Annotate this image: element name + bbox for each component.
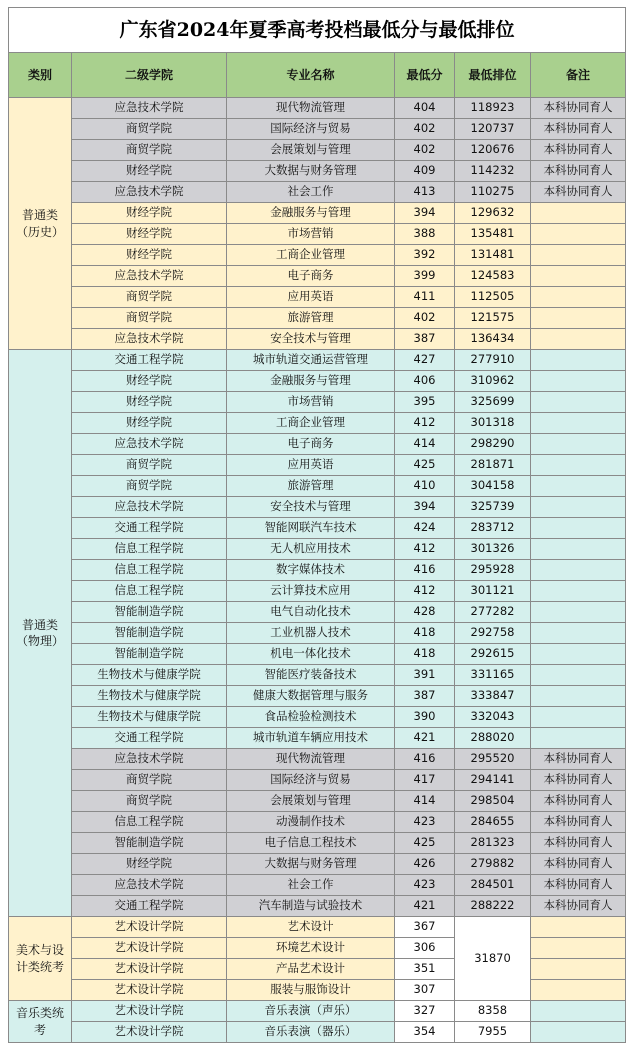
note-cell — [531, 266, 626, 287]
college-cell: 应急技术学院 — [72, 497, 227, 518]
note-cell — [531, 980, 626, 1001]
college-cell: 商贸学院 — [72, 119, 227, 140]
college-cell: 应急技术学院 — [72, 98, 227, 119]
note-cell: 本科协同育人 — [531, 749, 626, 770]
major-cell: 工商企业管理 — [227, 413, 395, 434]
college-cell: 商贸学院 — [72, 791, 227, 812]
major-cell: 现代物流管理 — [227, 749, 395, 770]
min-rank-cell: 136434 — [455, 329, 531, 350]
min-rank-cell: 331165 — [455, 665, 531, 686]
min-score-cell: 425 — [395, 455, 455, 476]
min-score-cell: 421 — [395, 896, 455, 917]
min-score-cell: 414 — [395, 434, 455, 455]
note-cell: 本科协同育人 — [531, 791, 626, 812]
min-rank-cell: 325699 — [455, 392, 531, 413]
note-cell: 本科协同育人 — [531, 770, 626, 791]
table-row — [9, 434, 626, 455]
min-rank-cell: 292615 — [455, 644, 531, 665]
table-row — [9, 161, 626, 182]
table-row — [9, 602, 626, 623]
min-rank-cell: 8358 — [455, 1001, 531, 1022]
college-cell: 财经学院 — [72, 224, 227, 245]
major-cell: 旅游管理 — [227, 308, 395, 329]
college-cell: 商贸学院 — [72, 455, 227, 476]
college-cell: 信息工程学院 — [72, 560, 227, 581]
college-cell: 艺术设计学院 — [72, 938, 227, 959]
major-cell: 音乐表演（声乐） — [227, 1001, 395, 1022]
min-rank-cell: 31870 — [455, 917, 531, 1001]
college-cell: 生物技术与健康学院 — [72, 707, 227, 728]
table-row — [9, 644, 626, 665]
major-cell: 无人机应用技术 — [227, 539, 395, 560]
min-score-cell: 391 — [395, 665, 455, 686]
table-row — [9, 791, 626, 812]
admission-score-table — [8, 7, 626, 1043]
table-row — [9, 623, 626, 644]
major-cell: 应用英语 — [227, 287, 395, 308]
category-music: 音乐类统 考 — [9, 1001, 72, 1043]
min-score-cell: 409 — [395, 161, 455, 182]
min-score-cell: 425 — [395, 833, 455, 854]
major-cell: 大数据与财务管理 — [227, 854, 395, 875]
min-score-cell: 418 — [395, 644, 455, 665]
major-cell: 金融服务与管理 — [227, 203, 395, 224]
min-rank-cell: 333847 — [455, 686, 531, 707]
min-score-cell: 416 — [395, 560, 455, 581]
min-score-cell: 423 — [395, 875, 455, 896]
table-row — [9, 203, 626, 224]
min-rank-cell: 129632 — [455, 203, 531, 224]
note-cell: 本科协同育人 — [531, 119, 626, 140]
table-row — [9, 875, 626, 896]
note-cell: 本科协同育人 — [531, 812, 626, 833]
table-row — [9, 308, 626, 329]
min-rank-cell: 298504 — [455, 791, 531, 812]
table-row — [9, 896, 626, 917]
note-cell — [531, 434, 626, 455]
min-score-cell: 418 — [395, 623, 455, 644]
note-cell — [531, 308, 626, 329]
min-rank-cell: 279882 — [455, 854, 531, 875]
min-score-cell: 428 — [395, 602, 455, 623]
note-cell — [531, 1022, 626, 1043]
note-cell — [531, 938, 626, 959]
table-row — [9, 119, 626, 140]
note-cell — [531, 623, 626, 644]
min-rank-cell: 121575 — [455, 308, 531, 329]
major-cell: 工业机器人技术 — [227, 623, 395, 644]
college-cell: 艺术设计学院 — [72, 1022, 227, 1043]
min-score-cell: 412 — [395, 413, 455, 434]
major-cell: 会展策划与管理 — [227, 140, 395, 161]
table-row — [9, 938, 626, 959]
major-cell: 电子信息工程技术 — [227, 833, 395, 854]
min-score-cell: 306 — [395, 938, 455, 959]
major-cell: 健康大数据管理与服务 — [227, 686, 395, 707]
college-cell: 艺术设计学院 — [72, 1001, 227, 1022]
min-rank-cell: 295928 — [455, 560, 531, 581]
college-cell: 信息工程学院 — [72, 539, 227, 560]
note-cell — [531, 413, 626, 434]
min-score-cell: 402 — [395, 140, 455, 161]
table-row — [9, 497, 626, 518]
min-score-cell: 412 — [395, 539, 455, 560]
college-cell: 商贸学院 — [72, 140, 227, 161]
note-cell: 本科协同育人 — [531, 140, 626, 161]
major-cell: 动漫制作技术 — [227, 812, 395, 833]
note-cell — [531, 539, 626, 560]
major-cell: 国际经济与贸易 — [227, 770, 395, 791]
major-cell: 电子商务 — [227, 266, 395, 287]
min-score-cell: 406 — [395, 371, 455, 392]
min-rank-cell: 292758 — [455, 623, 531, 644]
note-cell: 本科协同育人 — [531, 833, 626, 854]
min-rank-cell: 124583 — [455, 266, 531, 287]
min-rank-cell: 304158 — [455, 476, 531, 497]
table-row — [9, 224, 626, 245]
min-rank-cell: 332043 — [455, 707, 531, 728]
note-cell — [531, 959, 626, 980]
major-cell: 产品艺术设计 — [227, 959, 395, 980]
college-cell: 应急技术学院 — [72, 329, 227, 350]
major-cell: 城市轨道交通运营管理 — [227, 350, 395, 371]
college-cell: 财经学院 — [72, 854, 227, 875]
min-rank-cell: 131481 — [455, 245, 531, 266]
college-cell: 应急技术学院 — [72, 266, 227, 287]
table-row — [9, 182, 626, 203]
college-cell: 商贸学院 — [72, 770, 227, 791]
header-min-score: 最低分 — [395, 53, 455, 98]
major-cell: 机电一体化技术 — [227, 644, 395, 665]
min-score-cell: 392 — [395, 245, 455, 266]
category-physics: 普通类 （物理） — [9, 350, 72, 917]
note-cell — [531, 728, 626, 749]
note-cell — [531, 560, 626, 581]
min-score-cell: 423 — [395, 812, 455, 833]
table-row — [9, 707, 626, 728]
college-cell: 智能制造学院 — [72, 623, 227, 644]
note-cell — [531, 392, 626, 413]
major-cell: 旅游管理 — [227, 476, 395, 497]
min-rank-cell: 281871 — [455, 455, 531, 476]
min-rank-cell: 283712 — [455, 518, 531, 539]
min-score-cell: 399 — [395, 266, 455, 287]
major-cell: 电气自动化技术 — [227, 602, 395, 623]
college-cell: 应急技术学院 — [72, 749, 227, 770]
table-row — [9, 350, 626, 371]
min-score-cell: 417 — [395, 770, 455, 791]
major-cell: 音乐表演（器乐） — [227, 1022, 395, 1043]
note-cell — [531, 350, 626, 371]
table-row — [9, 728, 626, 749]
college-cell: 艺术设计学院 — [72, 959, 227, 980]
table-row — [9, 665, 626, 686]
table-row — [9, 413, 626, 434]
table-row — [9, 980, 626, 1001]
college-cell: 生物技术与健康学院 — [72, 665, 227, 686]
note-cell: 本科协同育人 — [531, 182, 626, 203]
major-cell: 智能网联汽车技术 — [227, 518, 395, 539]
college-cell: 应急技术学院 — [72, 875, 227, 896]
note-cell — [531, 455, 626, 476]
college-cell: 商贸学院 — [72, 308, 227, 329]
college-cell: 财经学院 — [72, 392, 227, 413]
table-row — [9, 518, 626, 539]
table-row — [9, 1022, 626, 1043]
college-cell: 应急技术学院 — [72, 434, 227, 455]
min-score-cell: 387 — [395, 329, 455, 350]
min-rank-cell: 284655 — [455, 812, 531, 833]
note-cell — [531, 602, 626, 623]
note-cell — [531, 1001, 626, 1022]
min-rank-cell: 7955 — [455, 1022, 531, 1043]
min-score-cell: 412 — [395, 581, 455, 602]
note-cell — [531, 686, 626, 707]
min-score-cell: 424 — [395, 518, 455, 539]
header-category: 类别 — [9, 53, 72, 98]
note-cell — [531, 476, 626, 497]
note-cell — [531, 203, 626, 224]
table-row — [9, 917, 626, 938]
college-cell: 智能制造学院 — [72, 602, 227, 623]
college-cell: 财经学院 — [72, 413, 227, 434]
note-cell: 本科协同育人 — [531, 161, 626, 182]
college-cell: 财经学院 — [72, 371, 227, 392]
college-cell: 商贸学院 — [72, 476, 227, 497]
min-rank-cell: 110275 — [455, 182, 531, 203]
college-cell: 信息工程学院 — [72, 812, 227, 833]
header-college: 二级学院 — [72, 53, 227, 98]
note-cell — [531, 497, 626, 518]
table-row — [9, 245, 626, 266]
major-cell: 艺术设计 — [227, 917, 395, 938]
major-cell: 环境艺术设计 — [227, 938, 395, 959]
min-score-cell: 427 — [395, 350, 455, 371]
min-rank-cell: 114232 — [455, 161, 531, 182]
note-cell — [531, 287, 626, 308]
major-cell: 大数据与财务管理 — [227, 161, 395, 182]
table-row — [9, 854, 626, 875]
major-cell: 食品检验检测技术 — [227, 707, 395, 728]
table-row — [9, 812, 626, 833]
major-cell: 电子商务 — [227, 434, 395, 455]
min-rank-cell: 120676 — [455, 140, 531, 161]
note-cell — [531, 371, 626, 392]
major-cell: 汽车制造与试验技术 — [227, 896, 395, 917]
college-cell: 财经学院 — [72, 203, 227, 224]
table-row — [9, 1001, 626, 1022]
major-cell: 智能医疗装备技术 — [227, 665, 395, 686]
major-cell: 服装与服饰设计 — [227, 980, 395, 1001]
header-major: 专业名称 — [227, 53, 395, 98]
min-score-cell: 411 — [395, 287, 455, 308]
major-cell: 市场营销 — [227, 224, 395, 245]
min-score-cell: 402 — [395, 308, 455, 329]
note-cell — [531, 245, 626, 266]
note-cell — [531, 518, 626, 539]
major-cell: 应用英语 — [227, 455, 395, 476]
min-score-cell: 395 — [395, 392, 455, 413]
note-cell — [531, 581, 626, 602]
table-row — [9, 770, 626, 791]
table-row — [9, 455, 626, 476]
table-row — [9, 833, 626, 854]
major-cell: 工商企业管理 — [227, 245, 395, 266]
min-rank-cell: 301121 — [455, 581, 531, 602]
major-cell: 城市轨道车辆应用技术 — [227, 728, 395, 749]
college-cell: 智能制造学院 — [72, 833, 227, 854]
min-score-cell: 410 — [395, 476, 455, 497]
min-score-cell: 402 — [395, 119, 455, 140]
college-cell: 交通工程学院 — [72, 350, 227, 371]
college-cell: 交通工程学院 — [72, 518, 227, 539]
major-cell: 国际经济与贸易 — [227, 119, 395, 140]
min-score-cell: 404 — [395, 98, 455, 119]
note-cell — [531, 707, 626, 728]
college-cell: 艺术设计学院 — [72, 917, 227, 938]
major-cell: 现代物流管理 — [227, 98, 395, 119]
college-cell: 财经学院 — [72, 245, 227, 266]
college-cell: 生物技术与健康学院 — [72, 686, 227, 707]
college-cell: 财经学院 — [72, 161, 227, 182]
table-header-row — [9, 53, 626, 98]
min-score-cell: 351 — [395, 959, 455, 980]
min-score-cell: 367 — [395, 917, 455, 938]
min-score-cell: 394 — [395, 203, 455, 224]
table-row — [9, 686, 626, 707]
major-cell: 云计算技术应用 — [227, 581, 395, 602]
note-cell — [531, 644, 626, 665]
college-cell: 信息工程学院 — [72, 581, 227, 602]
min-rank-cell: 288222 — [455, 896, 531, 917]
note-cell — [531, 665, 626, 686]
table-row — [9, 329, 626, 350]
college-cell: 应急技术学院 — [72, 182, 227, 203]
major-cell: 数字媒体技术 — [227, 560, 395, 581]
min-rank-cell: 135481 — [455, 224, 531, 245]
min-rank-cell: 281323 — [455, 833, 531, 854]
table-row — [9, 287, 626, 308]
min-score-cell: 413 — [395, 182, 455, 203]
college-cell: 艺术设计学院 — [72, 980, 227, 1001]
min-rank-cell: 120737 — [455, 119, 531, 140]
min-score-cell: 327 — [395, 1001, 455, 1022]
college-cell: 交通工程学院 — [72, 728, 227, 749]
category-history: 普通类 （历史） — [9, 98, 72, 350]
major-cell: 市场营销 — [227, 392, 395, 413]
admission-table-container — [8, 7, 625, 1043]
table-row — [9, 476, 626, 497]
major-cell: 金融服务与管理 — [227, 371, 395, 392]
min-score-cell: 416 — [395, 749, 455, 770]
min-score-cell: 394 — [395, 497, 455, 518]
min-rank-cell: 298290 — [455, 434, 531, 455]
min-score-cell: 307 — [395, 980, 455, 1001]
min-score-cell: 426 — [395, 854, 455, 875]
table-row — [9, 98, 626, 119]
table-row — [9, 560, 626, 581]
major-cell: 安全技术与管理 — [227, 329, 395, 350]
table-row — [9, 581, 626, 602]
min-rank-cell: 112505 — [455, 287, 531, 308]
college-cell: 智能制造学院 — [72, 644, 227, 665]
table-row — [9, 539, 626, 560]
min-rank-cell: 284501 — [455, 875, 531, 896]
college-cell: 商贸学院 — [72, 287, 227, 308]
min-rank-cell: 294141 — [455, 770, 531, 791]
note-cell — [531, 329, 626, 350]
major-cell: 社会工作 — [227, 182, 395, 203]
college-cell: 交通工程学院 — [72, 896, 227, 917]
note-cell: 本科协同育人 — [531, 98, 626, 119]
min-rank-cell: 118923 — [455, 98, 531, 119]
min-rank-cell: 277910 — [455, 350, 531, 371]
header-note: 备注 — [531, 53, 626, 98]
min-rank-cell: 310962 — [455, 371, 531, 392]
min-score-cell: 421 — [395, 728, 455, 749]
note-cell — [531, 224, 626, 245]
min-score-cell: 387 — [395, 686, 455, 707]
min-rank-cell: 288020 — [455, 728, 531, 749]
table-row — [9, 371, 626, 392]
min-rank-cell: 301326 — [455, 539, 531, 560]
min-rank-cell: 301318 — [455, 413, 531, 434]
page-title: 广东省2024年夏季高考投档最低分与最低排位 — [9, 8, 626, 53]
table-row — [9, 749, 626, 770]
min-score-cell: 414 — [395, 791, 455, 812]
min-rank-cell: 295520 — [455, 749, 531, 770]
min-rank-cell: 325739 — [455, 497, 531, 518]
note-cell: 本科协同育人 — [531, 854, 626, 875]
table-row — [9, 959, 626, 980]
note-cell: 本科协同育人 — [531, 896, 626, 917]
min-score-cell: 388 — [395, 224, 455, 245]
major-cell: 安全技术与管理 — [227, 497, 395, 518]
min-score-cell: 390 — [395, 707, 455, 728]
table-row — [9, 266, 626, 287]
min-score-cell: 354 — [395, 1022, 455, 1043]
table-row — [9, 392, 626, 413]
table-row — [9, 140, 626, 161]
note-cell: 本科协同育人 — [531, 875, 626, 896]
header-min-rank: 最低排位 — [455, 53, 531, 98]
major-cell: 社会工作 — [227, 875, 395, 896]
category-art: 美术与设 计类统考 — [9, 917, 72, 1001]
major-cell: 会展策划与管理 — [227, 791, 395, 812]
min-rank-cell: 277282 — [455, 602, 531, 623]
note-cell — [531, 917, 626, 938]
